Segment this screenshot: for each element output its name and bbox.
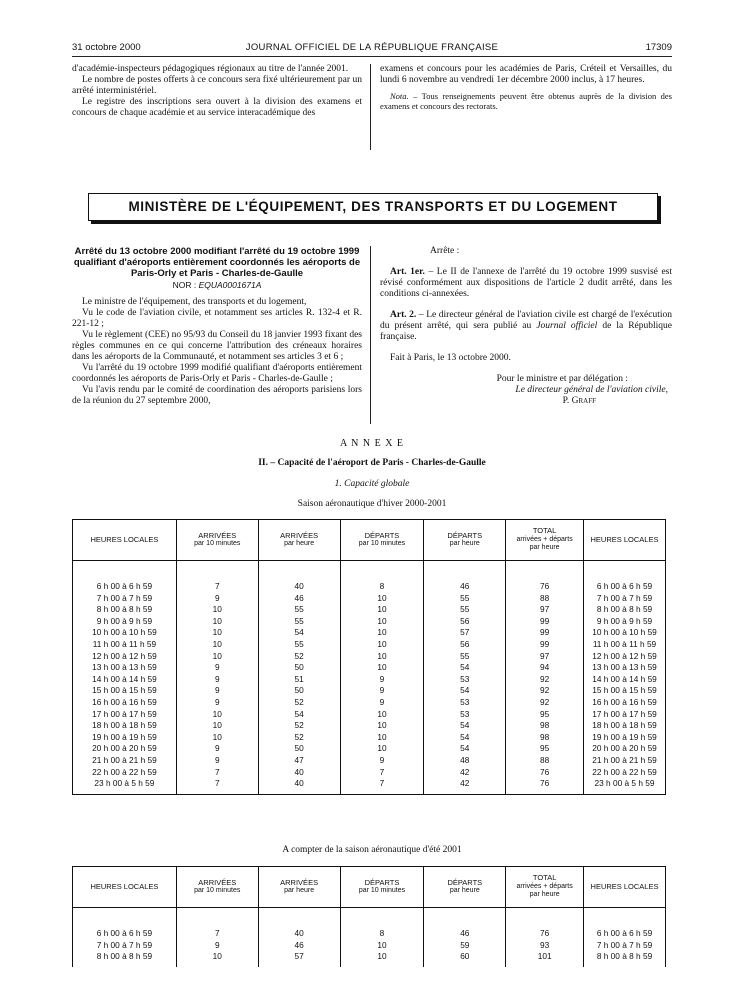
table-row xyxy=(73,604,666,616)
capacity-value-cell: 54 xyxy=(424,662,506,674)
capacity-value-cell: 56 xyxy=(424,639,506,651)
season-winter-caption: Saison aéronautique d'hiver 2000-2001 xyxy=(297,499,447,509)
capacity-value-cell: 53 xyxy=(424,674,506,686)
capacity-value-cell: 8 xyxy=(340,928,424,940)
page-header xyxy=(72,42,672,54)
capacity-value-cell: 57 xyxy=(258,951,340,967)
time-range-cell: 11 h 00 à 11 h 59 xyxy=(73,639,177,651)
col-departs-10min: DÉPARTS par 10 minutes xyxy=(340,867,424,908)
visa-paragraph: Vu l'avis rendu par le comité de coordination des aéroports parisiens lors de la réunion du 27 septembre 2000, xyxy=(72,385,362,406)
time-range-cell: 22 h 00 à 22 h 59 xyxy=(584,767,666,779)
time-range-cell: 10 h 00 à 10 h 59 xyxy=(73,627,177,639)
header-page-number: 17309 xyxy=(645,42,672,53)
nota-label: Nota. xyxy=(390,91,409,101)
capacity-value-cell: 10 xyxy=(340,743,424,755)
table-row xyxy=(73,951,666,967)
capacity-value-cell: 97 xyxy=(506,604,584,616)
capacity-value-cell: 9 xyxy=(176,697,258,709)
capacity-value-cell: 10 xyxy=(176,616,258,628)
table-row xyxy=(73,940,666,952)
capacity-value-cell: 9 xyxy=(340,674,424,686)
nor-label: NOR : xyxy=(172,280,199,290)
time-range-cell: 14 h 00 à 14 h 59 xyxy=(73,674,177,686)
table-row xyxy=(73,732,666,744)
capacity-value-cell: 10 xyxy=(340,627,424,639)
capacity-value-cell: 10 xyxy=(176,720,258,732)
annexe-section-title: II. – Capacité de l'aéroport de Paris - Charles-de-Gaulle xyxy=(258,458,486,468)
nor-reference xyxy=(72,279,362,291)
capacity-value-cell: 88 xyxy=(506,593,584,605)
capacity-value-cell: 52 xyxy=(258,732,340,744)
time-range-cell: 12 h 00 à 12 h 59 xyxy=(73,651,177,663)
time-range-cell: 9 h 00 à 9 h 59 xyxy=(584,616,666,628)
director-line xyxy=(380,385,668,396)
col-total: TOTAL arrivées + départs par heure xyxy=(506,867,584,908)
capacity-value-cell: 9 xyxy=(340,755,424,767)
capacity-value-cell: 9 xyxy=(176,662,258,674)
table-row xyxy=(73,767,666,779)
arrete-title: Arrêté du 13 octobre 2000 modifiant l'arrêté du 19 octobre 1999 qualifiant d'aéroports entièrement coordonnés les aéroports de Paris-Orly et Paris - Charles-de-Gaulle xyxy=(73,246,361,279)
table-row xyxy=(73,928,666,940)
column-divider xyxy=(370,64,371,150)
signing-place-date: Fait à Paris, le 13 octobre 2000. xyxy=(390,353,511,363)
table-body xyxy=(73,908,666,967)
header-date: 31 octobre 2000 xyxy=(72,42,141,53)
capacity-value-cell: 55 xyxy=(424,593,506,605)
col-arrivees-heure: ARRIVÉES par heure xyxy=(258,520,340,561)
capacity-value-cell: 50 xyxy=(258,743,340,755)
capacity-value-cell: 55 xyxy=(424,604,506,616)
capacity-value-cell: 52 xyxy=(258,651,340,663)
top-left-column xyxy=(72,64,362,119)
visa-paragraph: Vu le code de l'aviation civile, et notamment ses articles R. 132-4 et R. 221-12 ; xyxy=(72,308,362,329)
time-range-cell: 8 h 00 à 8 h 59 xyxy=(584,604,666,616)
capacity-value-cell: 46 xyxy=(258,593,340,605)
time-range-cell: 13 h 00 à 13 h 59 xyxy=(584,662,666,674)
capacity-value-cell: 10 xyxy=(340,593,424,605)
delegation-line: Pour le ministre et par délégation : xyxy=(496,374,628,384)
capacity-value-cell: 10 xyxy=(340,662,424,674)
time-range-cell: 20 h 00 à 20 h 59 xyxy=(73,743,177,755)
capacity-value-cell: 53 xyxy=(424,709,506,721)
nor-code: EQUA0001671A xyxy=(198,280,262,290)
capacity-value-cell: 46 xyxy=(424,581,506,593)
table-row xyxy=(73,593,666,605)
time-range-cell: 18 h 00 à 18 h 59 xyxy=(73,720,177,732)
season-summer-caption: A compter de la saison aéronautique d'été 2001 xyxy=(282,845,462,855)
capacity-value-cell: 54 xyxy=(258,627,340,639)
capacity-value-cell: 10 xyxy=(176,951,258,967)
capacity-value-cell: 50 xyxy=(258,662,340,674)
article-2-text-end: de la République française. xyxy=(380,321,673,342)
capacity-value-cell: 76 xyxy=(506,767,584,779)
time-range-cell: 21 h 00 à 21 h 59 xyxy=(73,755,177,767)
capacity-value-cell: 10 xyxy=(340,732,424,744)
time-range-cell: 20 h 00 à 20 h 59 xyxy=(584,743,666,755)
arrete-label: Arrête : xyxy=(430,246,460,256)
time-range-cell: 7 h 00 à 7 h 59 xyxy=(73,940,177,952)
time-range-cell: 22 h 00 à 22 h 59 xyxy=(73,767,177,779)
capacity-value-cell: 54 xyxy=(424,732,506,744)
paragraph: Le registre des inscriptions sera ouvert à la division des examens et concours de chaque académie et au service interacadémique des xyxy=(72,97,362,118)
time-range-cell: 8 h 00 à 8 h 59 xyxy=(73,951,177,967)
col-arrivees-10min: ARRIVÉES par 10 minutes xyxy=(176,867,258,908)
capacity-value-cell: 7 xyxy=(340,767,424,779)
table-row xyxy=(73,743,666,755)
table-row xyxy=(73,639,666,651)
annexe-title: A N N E X E xyxy=(339,438,405,449)
header-journal-title: JOURNAL OFFICIEL DE LA RÉPUBLIQUE FRANÇAISE xyxy=(245,42,499,53)
capacity-value-cell: 48 xyxy=(424,755,506,767)
capacity-value-cell: 52 xyxy=(258,720,340,732)
table-row xyxy=(73,778,666,794)
capacity-value-cell: 99 xyxy=(506,616,584,628)
visa-paragraph: Vu le règlement (CEE) no 95/93 du Conseil du 18 janvier 1993 fixant des règles communes en ce qui concerne l'attribution des créneaux horaires dans les aéroports de la Communauté, et notamment ses articles 3 et 6 ; xyxy=(72,330,362,362)
annexe-subtitle xyxy=(72,479,672,490)
table-row xyxy=(73,662,666,674)
visa-paragraph: Le ministre de l'équipement, des transports et du logement, xyxy=(82,297,307,307)
time-range-cell: 17 h 00 à 17 h 59 xyxy=(584,709,666,721)
capacity-value-cell: 10 xyxy=(340,720,424,732)
time-range-cell: 8 h 00 à 8 h 59 xyxy=(73,604,177,616)
article-2-label: Art. 2. xyxy=(390,310,417,320)
col-heures-locales: HEURES LOCALES xyxy=(73,520,177,561)
capacity-value-cell: 95 xyxy=(506,709,584,721)
article-2-text: – Le directeur général de l'aviation civile est chargé de l'exécution du présent arrêté, qui sera publié au xyxy=(380,310,672,331)
top-right-column xyxy=(380,64,672,111)
col-heures-locales: HEURES LOCALES xyxy=(73,867,177,908)
capacity-value-cell: 9 xyxy=(176,685,258,697)
capacity-value-cell: 99 xyxy=(506,639,584,651)
capacity-value-cell: 76 xyxy=(506,581,584,593)
article-1 xyxy=(380,267,672,300)
paragraph: d'académie-inspecteurs pédagogiques régionaux au titre de l'année 2001. xyxy=(72,64,349,74)
col-departs-heure: DÉPARTS par heure xyxy=(424,867,506,908)
capacity-value-cell: 98 xyxy=(506,732,584,744)
capacity-value-cell: 46 xyxy=(424,928,506,940)
capacity-table-winter xyxy=(72,519,666,795)
capacity-value-cell: 54 xyxy=(258,709,340,721)
capacity-value-cell: 93 xyxy=(506,940,584,952)
capacity-value-cell: 9 xyxy=(176,593,258,605)
capacity-value-cell: 10 xyxy=(340,651,424,663)
table-row xyxy=(73,581,666,593)
journal-officiel-ref: Journal officiel xyxy=(536,321,598,331)
capacity-value-cell: 55 xyxy=(424,651,506,663)
article-1-text: – Le II de l'annexe de l'arrêté du 19 octobre 1999 susvisé est révisé conformément aux dispositions de l'article 2 dudit arrêté, dans les conditions ci-annexées. xyxy=(380,267,672,299)
capacity-value-cell: 50 xyxy=(258,685,340,697)
capacity-value-cell: 55 xyxy=(258,604,340,616)
capacity-value-cell: 9 xyxy=(340,685,424,697)
table-row xyxy=(73,697,666,709)
capacity-value-cell: 7 xyxy=(340,778,424,794)
capacity-value-cell: 7 xyxy=(176,778,258,794)
capacity-value-cell: 42 xyxy=(424,778,506,794)
capacity-table-summer xyxy=(72,866,666,967)
capacity-value-cell: 40 xyxy=(258,928,340,940)
capacity-value-cell: 95 xyxy=(506,743,584,755)
capacity-value-cell: 97 xyxy=(506,651,584,663)
annexe-subtitle-text: 1. Capacité globale xyxy=(334,479,410,489)
signature-name: P. Graff xyxy=(562,396,596,406)
nota-paragraph xyxy=(380,91,672,111)
ministry-heading: MINISTÈRE DE L'ÉQUIPEMENT, DES TRANSPORTS ET DU LOGEMENT xyxy=(88,193,658,221)
table-body xyxy=(73,561,666,795)
time-range-cell: 7 h 00 à 7 h 59 xyxy=(584,593,666,605)
capacity-value-cell: 76 xyxy=(506,778,584,794)
capacity-value-cell: 56 xyxy=(424,616,506,628)
capacity-value-cell: 10 xyxy=(176,709,258,721)
time-range-cell: 19 h 00 à 19 h 59 xyxy=(73,732,177,744)
capacity-value-cell: 46 xyxy=(258,940,340,952)
arrete-right-column xyxy=(380,246,672,407)
capacity-value-cell: 52 xyxy=(258,697,340,709)
capacity-value-cell: 54 xyxy=(424,720,506,732)
director-title: Le directeur général de l'aviation civile, xyxy=(515,385,668,395)
article-1-label: Art. 1er. xyxy=(390,267,425,277)
table-header-row xyxy=(73,867,666,908)
time-range-cell: 11 h 00 à 11 h 59 xyxy=(584,639,666,651)
capacity-value-cell: 40 xyxy=(258,778,340,794)
col-arrivees-10min: ARRIVÉES par 10 minutes xyxy=(176,520,258,561)
table-row xyxy=(73,755,666,767)
capacity-value-cell: 57 xyxy=(424,627,506,639)
nota-text: – Tous renseignements peuvent être obtenus auprès de la division des examens et concours des rectorats. xyxy=(380,91,672,111)
capacity-value-cell: 9 xyxy=(340,697,424,709)
capacity-value-cell: 10 xyxy=(340,616,424,628)
capacity-value-cell: 55 xyxy=(258,616,340,628)
capacity-value-cell: 7 xyxy=(176,928,258,940)
time-range-cell: 15 h 00 à 15 h 59 xyxy=(73,685,177,697)
time-range-cell: 16 h 00 à 16 h 59 xyxy=(584,697,666,709)
capacity-value-cell: 9 xyxy=(176,674,258,686)
capacity-value-cell: 42 xyxy=(424,767,506,779)
table-row xyxy=(73,627,666,639)
capacity-value-cell: 10 xyxy=(176,604,258,616)
col-heures-locales-2: HEURES LOCALES xyxy=(584,520,666,561)
capacity-value-cell: 99 xyxy=(506,627,584,639)
capacity-value-cell: 76 xyxy=(506,928,584,940)
visa-paragraph: Vu l'arrêté du 19 octobre 1999 modifié qualifiant d'aéroports entièrement coordonnés les aéroports de Paris-Orly et Paris - Charles-de-Gaulle ; xyxy=(72,363,362,384)
capacity-value-cell: 10 xyxy=(340,604,424,616)
spacer-row xyxy=(73,908,666,929)
paragraph: Le nombre de postes offerts à ce concours sera fixé ultérieurement par un arrêté interministériel. xyxy=(72,75,362,96)
table-row xyxy=(73,685,666,697)
capacity-value-cell: 47 xyxy=(258,755,340,767)
time-range-cell: 21 h 00 à 21 h 59 xyxy=(584,755,666,767)
capacity-value-cell: 40 xyxy=(258,767,340,779)
article-2 xyxy=(380,310,672,343)
time-range-cell: 10 h 00 à 10 h 59 xyxy=(584,627,666,639)
col-departs-10min: DÉPARTS par 10 minutes xyxy=(340,520,424,561)
capacity-value-cell: 9 xyxy=(176,755,258,767)
time-range-cell: 6 h 00 à 6 h 59 xyxy=(584,581,666,593)
capacity-value-cell: 53 xyxy=(424,697,506,709)
table-row xyxy=(73,674,666,686)
capacity-value-cell: 92 xyxy=(506,685,584,697)
time-range-cell: 7 h 00 à 7 h 59 xyxy=(584,940,666,952)
capacity-value-cell: 9 xyxy=(176,940,258,952)
time-range-cell: 13 h 00 à 13 h 59 xyxy=(73,662,177,674)
capacity-value-cell: 55 xyxy=(258,639,340,651)
capacity-value-cell: 10 xyxy=(340,709,424,721)
capacity-value-cell: 10 xyxy=(340,940,424,952)
capacity-value-cell: 51 xyxy=(258,674,340,686)
capacity-value-cell: 94 xyxy=(506,662,584,674)
capacity-value-cell: 92 xyxy=(506,674,584,686)
table-header-row xyxy=(73,520,666,561)
capacity-value-cell: 10 xyxy=(176,627,258,639)
col-total: TOTAL arrivées + départs par heure xyxy=(506,520,584,561)
time-range-cell: 17 h 00 à 17 h 59 xyxy=(73,709,177,721)
capacity-value-cell: 7 xyxy=(176,767,258,779)
capacity-value-cell: 10 xyxy=(176,639,258,651)
time-range-cell: 14 h 00 à 14 h 59 xyxy=(584,674,666,686)
capacity-value-cell: 98 xyxy=(506,720,584,732)
capacity-value-cell: 40 xyxy=(258,581,340,593)
arrete-left-column xyxy=(72,246,362,407)
time-range-cell: 19 h 00 à 19 h 59 xyxy=(584,732,666,744)
time-range-cell: 6 h 00 à 6 h 59 xyxy=(584,928,666,940)
spacer-row xyxy=(73,561,666,582)
capacity-value-cell: 101 xyxy=(506,951,584,967)
table-row xyxy=(73,709,666,721)
capacity-value-cell: 92 xyxy=(506,697,584,709)
time-range-cell: 9 h 00 à 9 h 59 xyxy=(73,616,177,628)
capacity-value-cell: 54 xyxy=(424,685,506,697)
column-divider xyxy=(370,246,371,424)
col-departs-heure: DÉPARTS par heure xyxy=(424,520,506,561)
time-range-cell: 23 h 00 à 5 h 59 xyxy=(584,778,666,794)
time-range-cell: 6 h 00 à 6 h 59 xyxy=(73,928,177,940)
table-row xyxy=(73,651,666,663)
header-rule xyxy=(72,56,672,57)
capacity-value-cell: 10 xyxy=(340,951,424,967)
table-row xyxy=(73,720,666,732)
signature-block xyxy=(380,374,672,407)
time-range-cell: 15 h 00 à 15 h 59 xyxy=(584,685,666,697)
time-range-cell: 6 h 00 à 6 h 59 xyxy=(73,581,177,593)
capacity-value-cell: 8 xyxy=(340,581,424,593)
time-range-cell: 12 h 00 à 12 h 59 xyxy=(584,651,666,663)
col-arrivees-heure: ARRIVÉES par heure xyxy=(258,867,340,908)
table-row xyxy=(73,616,666,628)
capacity-value-cell: 7 xyxy=(176,581,258,593)
capacity-value-cell: 59 xyxy=(424,940,506,952)
time-range-cell: 18 h 00 à 18 h 59 xyxy=(584,720,666,732)
paragraph: examens et concours pour les académies de Paris, Créteil et Versailles, du lundi 6 novembre au vendredi 1er décembre 2000 inclus, à 17 heures. xyxy=(380,64,672,85)
capacity-value-cell: 10 xyxy=(340,639,424,651)
time-range-cell: 7 h 00 à 7 h 59 xyxy=(73,593,177,605)
capacity-value-cell: 9 xyxy=(176,743,258,755)
capacity-value-cell: 60 xyxy=(424,951,506,967)
capacity-value-cell: 54 xyxy=(424,743,506,755)
capacity-value-cell: 10 xyxy=(176,651,258,663)
time-range-cell: 23 h 00 à 5 h 59 xyxy=(73,778,177,794)
time-range-cell: 8 h 00 à 8 h 59 xyxy=(584,951,666,967)
capacity-value-cell: 10 xyxy=(176,732,258,744)
capacity-value-cell: 88 xyxy=(506,755,584,767)
time-range-cell: 16 h 00 à 16 h 59 xyxy=(73,697,177,709)
col-heures-locales-2: HEURES LOCALES xyxy=(584,867,666,908)
